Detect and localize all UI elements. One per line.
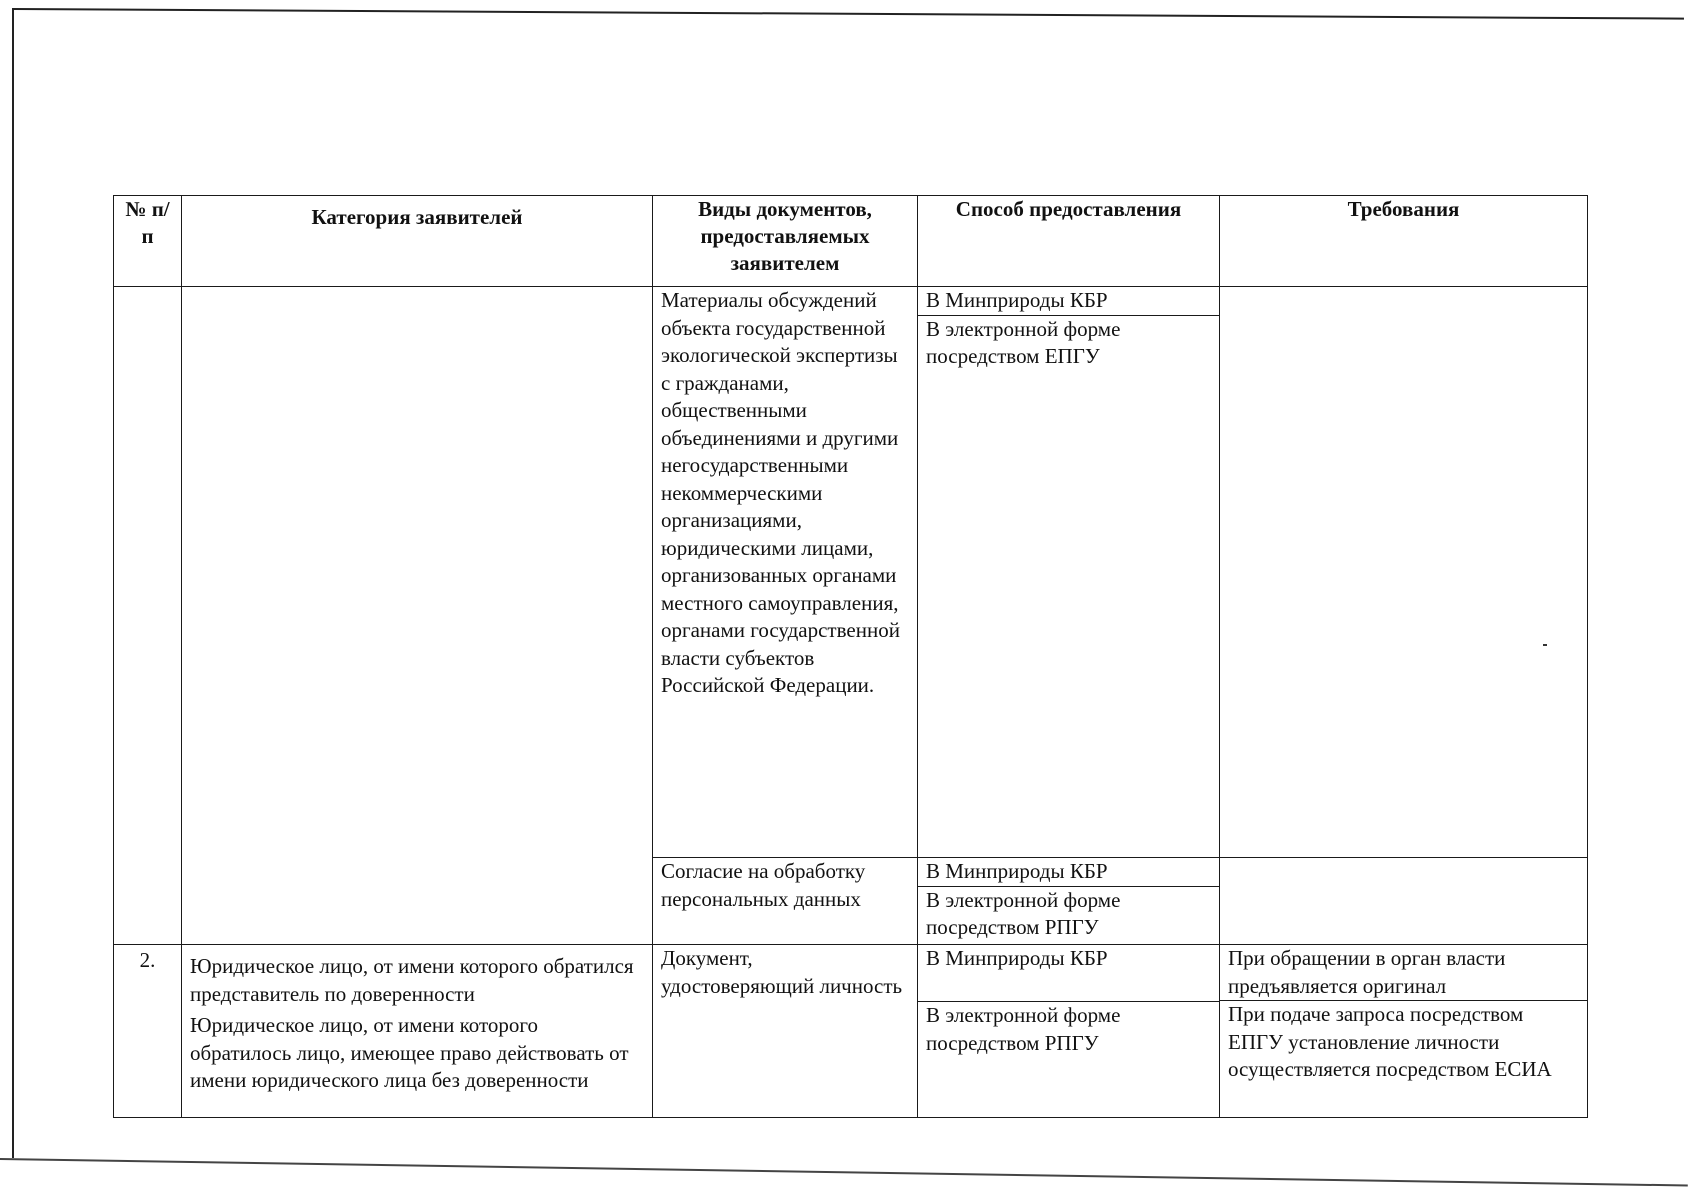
requirement-item: При обращении в орган власти предъявляется оригинал [1228,946,1506,998]
page-edge-left [12,8,14,1158]
header-docs: Виды документов, предоставляемых заявителем [653,196,918,287]
category-item: Юридическое лицо, от имени которого обратилось лицо, имеющее право действовать от имени юридического лица без доверенности [190,1013,629,1092]
category-cell [182,287,653,945]
document-cell: Согласие на обработку персональных данных [653,858,918,945]
document-cell: Материалы обсуждений объекта государственной экологической экспертизы с гражданами, общественными объединениями и другими негосударственными некоммерческими организациями, юридическими лицами, организованных органами местного самоуправления, органами государственной власти субъектов Российской Федерации. [653,287,918,858]
document-cell: Документ, удостоверяющий личность [653,945,918,1118]
requirement-item: При подаче запроса посредством ЕПГУ установление личности осуществляется посредством ЕСИА [1220,1000,1587,1084]
row-num-cell: 2. [114,945,182,1118]
method-cell [918,287,1220,858]
row-num-cell [114,287,182,945]
category-cell [182,945,653,1118]
page-edge-top [14,8,1684,20]
table-row [114,945,1588,1118]
table-header-row [114,196,1588,287]
header-method: Способ предоставления [918,196,1220,287]
requirements-cell [1220,858,1588,945]
header-num: № п/п [114,196,182,287]
method-item: В Минприроды КБР [926,288,1108,312]
documents-table [113,195,1588,1118]
method-item: В электронной форме посредством РПГУ [918,886,1219,942]
method-item: В электронной форме посредством РПГУ [918,1001,1219,1057]
method-cell [918,858,1220,945]
category-item: Юридическое лицо, от имени которого обратился представитель по доверенности [190,954,634,1006]
page-edge-bottom [0,1158,1688,1187]
table-row [114,287,1588,858]
method-item: В электронной форме посредством ЕПГУ [918,315,1219,371]
requirements-cell [1220,287,1588,858]
requirements-cell [1220,945,1588,1118]
method-item: В Минприроды КБР [926,946,1108,970]
header-requirements: Требования [1220,196,1588,287]
method-cell [918,945,1220,1118]
header-category: Категория заявителей [182,196,653,287]
method-item: В Минприроды КБР [926,859,1108,883]
